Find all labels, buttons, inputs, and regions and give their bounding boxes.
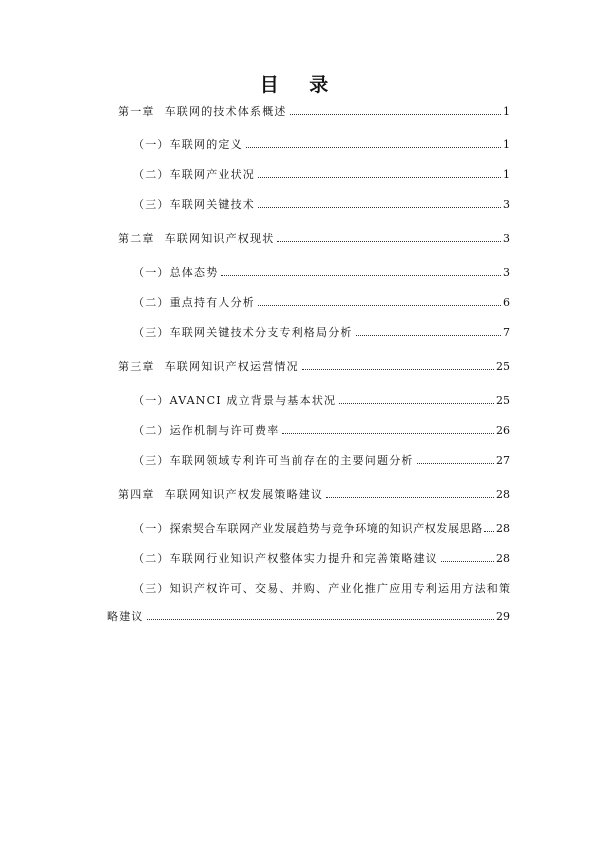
toc-entry[interactable]: [0, 294, 600, 314]
dot-leader: [339, 403, 494, 404]
dot-leader: [258, 207, 501, 208]
page-number: 28: [496, 488, 510, 501]
chapter-number: 第四章: [118, 488, 155, 501]
dot-leader: [290, 114, 501, 115]
toc-entry[interactable]: [0, 520, 600, 540]
dot-leader: [221, 275, 501, 276]
page-number: 3: [503, 266, 510, 279]
dot-leader: [277, 241, 501, 242]
entry-title: 探索契合车联网产业发展趋势与竞争环境的知识产权发展思路: [169, 522, 483, 535]
chapter-number: 第二章: [118, 232, 155, 245]
page-number: 28: [496, 552, 510, 565]
entry-title-line1: 知识产权许可、交易、并购、产业化推广应用专利运用方法和策: [169, 582, 512, 595]
section-number: （二）: [133, 424, 170, 437]
page-number: 28: [496, 522, 510, 535]
toc-entry-line1: [133, 580, 510, 596]
page-number: 6: [503, 296, 510, 309]
entry-title: AVANCI 成立背景与基本状况: [169, 394, 337, 407]
dot-leader: [356, 335, 501, 336]
toc-entry[interactable]: [0, 452, 600, 472]
toc-entry[interactable]: [0, 392, 600, 412]
dot-leader: [326, 497, 494, 498]
section-number: （三）: [133, 582, 170, 595]
page-number: 1: [503, 105, 510, 118]
entry-title: 运作机制与许可费率: [169, 424, 280, 437]
toc-entry[interactable]: [0, 166, 600, 186]
page-number: 7: [503, 326, 510, 339]
dot-leader: [417, 463, 494, 464]
entry-title: 车联网知识产权现状: [164, 232, 275, 245]
toc-entry[interactable]: [0, 422, 600, 442]
dot-leader: [302, 369, 494, 370]
entry-title: 重点持有人分析: [169, 296, 256, 309]
section-number: （一）: [133, 138, 170, 151]
page-number: 3: [503, 232, 510, 245]
entry-title: 车联网产业状况: [169, 168, 256, 181]
toc-entry[interactable]: [0, 136, 600, 156]
entry-title: 车联网的技术体系概述: [164, 105, 287, 118]
section-number: （二）: [133, 552, 170, 565]
entry-title-line2: 略建议: [107, 610, 144, 623]
page-number: 29: [496, 610, 510, 623]
page-number: 27: [496, 454, 510, 467]
entry-title: 车联网领域专利许可当前存在的主要问题分析: [169, 454, 414, 467]
section-number: （三）: [133, 326, 170, 339]
toc-entry[interactable]: [0, 486, 600, 506]
toc-entry[interactable]: [0, 196, 600, 216]
dot-leader: [258, 305, 501, 306]
entry-title: 车联网的定义: [169, 138, 243, 151]
dot-leader: [147, 619, 494, 620]
toc-entry-line2: [0, 608, 600, 628]
dot-leader: [258, 177, 501, 178]
toc-entry[interactable]: [0, 264, 600, 284]
section-number: （一）: [133, 522, 170, 535]
toc-entry[interactable]: [0, 230, 600, 250]
entry-title: 车联网关键技术分支专利格局分析: [169, 326, 353, 339]
entry-title: 总体态势: [169, 266, 219, 279]
section-number: （二）: [133, 168, 170, 181]
section-number: （一）: [133, 266, 170, 279]
toc-entry[interactable]: [0, 103, 600, 123]
dot-leader: [441, 561, 494, 562]
page-number: 26: [496, 424, 510, 437]
page-number: 1: [503, 138, 510, 151]
dot-leader: [246, 147, 501, 148]
section-number: （一）: [133, 394, 170, 407]
chapter-number: 第三章: [118, 360, 155, 373]
page-number: 3: [503, 198, 510, 211]
page-number: 25: [496, 394, 510, 407]
section-number: （三）: [133, 454, 170, 467]
toc-title: 目 录: [259, 74, 341, 96]
toc-entry[interactable]: [0, 550, 600, 570]
entry-title: 车联网关键技术: [169, 198, 256, 211]
toc-entry[interactable]: [0, 324, 600, 344]
section-number: （三）: [133, 198, 170, 211]
entry-title: 车联网行业知识产权整体实力提升和完善策略建议: [169, 552, 439, 565]
entry-title: 车联网知识产权运营情况: [164, 360, 299, 373]
toc-entry[interactable]: [0, 358, 600, 378]
dot-leader: [484, 531, 494, 532]
chapter-number: 第一章: [118, 105, 155, 118]
dot-leader: [282, 433, 494, 434]
page-number: 1: [503, 168, 510, 181]
page-number: 25: [496, 360, 510, 373]
section-number: （二）: [133, 296, 170, 309]
entry-title: 车联网知识产权发展策略建议: [164, 488, 324, 501]
